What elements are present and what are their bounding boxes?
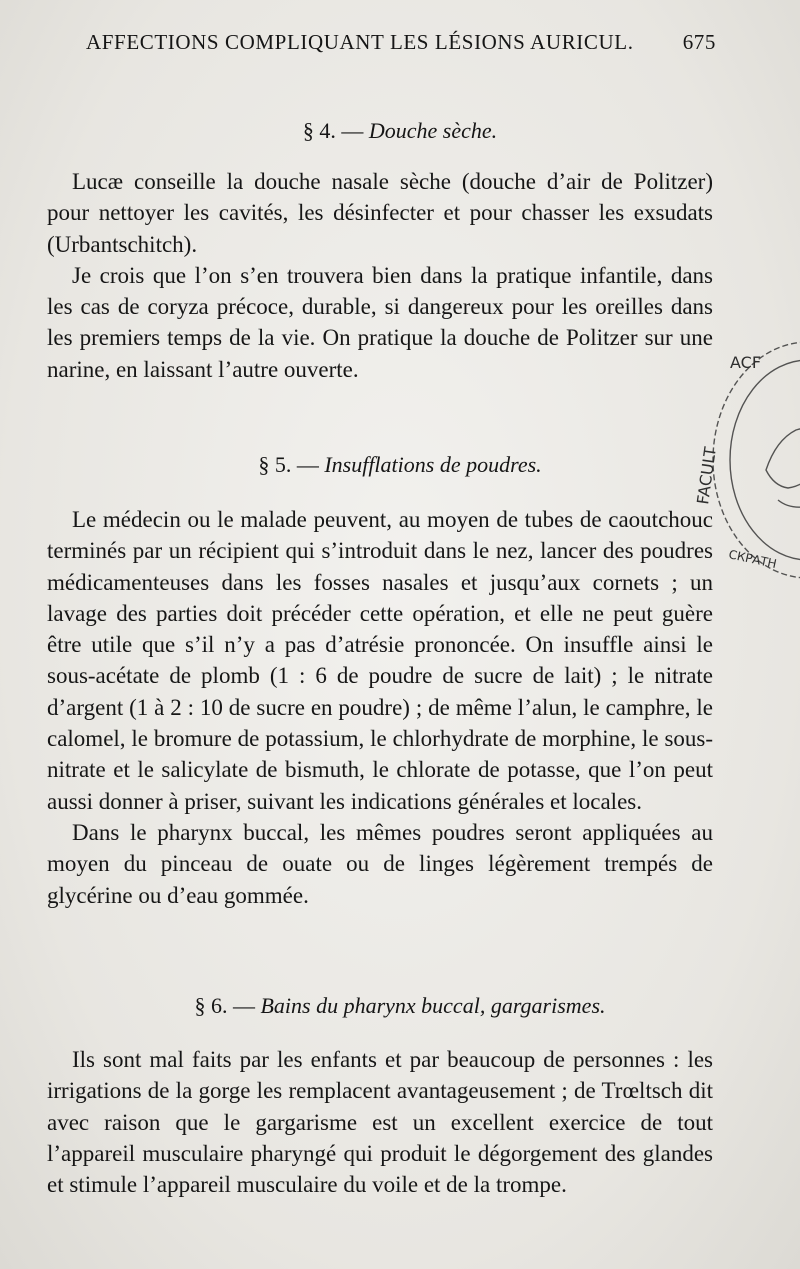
stamp-text-bottom: СКРАТН: [727, 547, 778, 572]
section-number: § 4. —: [302, 118, 364, 143]
page-number: 675: [682, 30, 716, 54]
section-number: § 6. —: [194, 993, 255, 1018]
paragraph: Le médecin ou le malade peuvent, au moyen de tubes de caoutchouc terminés par un récipient qui s’introduit dans le nez, lancer des poudres médicamenteuses dans les fosses nasales et jusqu’aux cornets ; un lavage des parties doit précéder cette opération, et elle ne peut guère être utile que s’il n’y a pas d’atrésie prononcée. On insuffle ainsi le sous-acétate de plomb (1 : 6 de poudre de sucre de lait) ; le nitrate d’argent (1 à 2 : 10 de sucre en poudre) ; de même l’alun, le camphre, le calomel, le bromure de potassium, le chlorhydrate de morphine, le sous-nitrate et le salicylate de bismuth, le chlorate de potasse, que l’on peut aussi donner à priser, suivant les indications générales et locales.: [47, 507, 713, 814]
section-number: § 5. —: [258, 452, 319, 477]
running-header: [86, 30, 716, 55]
library-stamp-icon: [668, 330, 800, 590]
section-heading-6: [0, 993, 800, 1019]
section-body-4: [47, 166, 713, 385]
paragraph: Ils sont mal faits par les enfants et par beaucoup de personnes : les irrigations de la gorge les remplacent avantageusement ; de Trœltsch dit avec raison que le gargarisme est un excellent exercice de tout l’appareil musculaire pharyngé qui produit le dégorgement des glandes et stimule l’appareil musculaire du voile et de la trompe.: [47, 1047, 713, 1198]
stamp-text-top: ACF: [730, 353, 762, 372]
section-title: Insufflations de poudres.: [324, 452, 542, 477]
section-title: Bains du pharynx buccal, gargarismes.: [260, 993, 606, 1018]
stamp-text-left: FACULT: [693, 445, 721, 506]
section-body-5: [47, 504, 713, 911]
paragraph: Lucæ conseille la douche nasale sèche (douche d’air de Politzer) pour nettoyer les cavités, les désinfecter et pour chasser les exsudats (Urbantschitch).: [47, 169, 713, 257]
header-title: AFFECTIONS COMPLIQUANT LES LÉSIONS AURICUL.: [86, 30, 634, 54]
section-title: Douche sèche.: [368, 118, 498, 143]
section-heading-4: [0, 118, 800, 144]
paragraph: Je crois que l’on s’en trouvera bien dans la pratique infantile, dans les cas de coryza précoce, durable, si dangereux pour les oreilles dans les premiers temps de la vie. On pratique la douche de Politzer sur une narine, en laissant l’autre ouverte.: [47, 262, 713, 382]
section-body-6: [47, 1044, 713, 1200]
paragraph: Dans le pharynx buccal, les mêmes poudres seront appliquées au moyen du pinceau de ouate ou de linges légèrement trempés de glycérine ou d’eau gommée.: [47, 819, 713, 908]
